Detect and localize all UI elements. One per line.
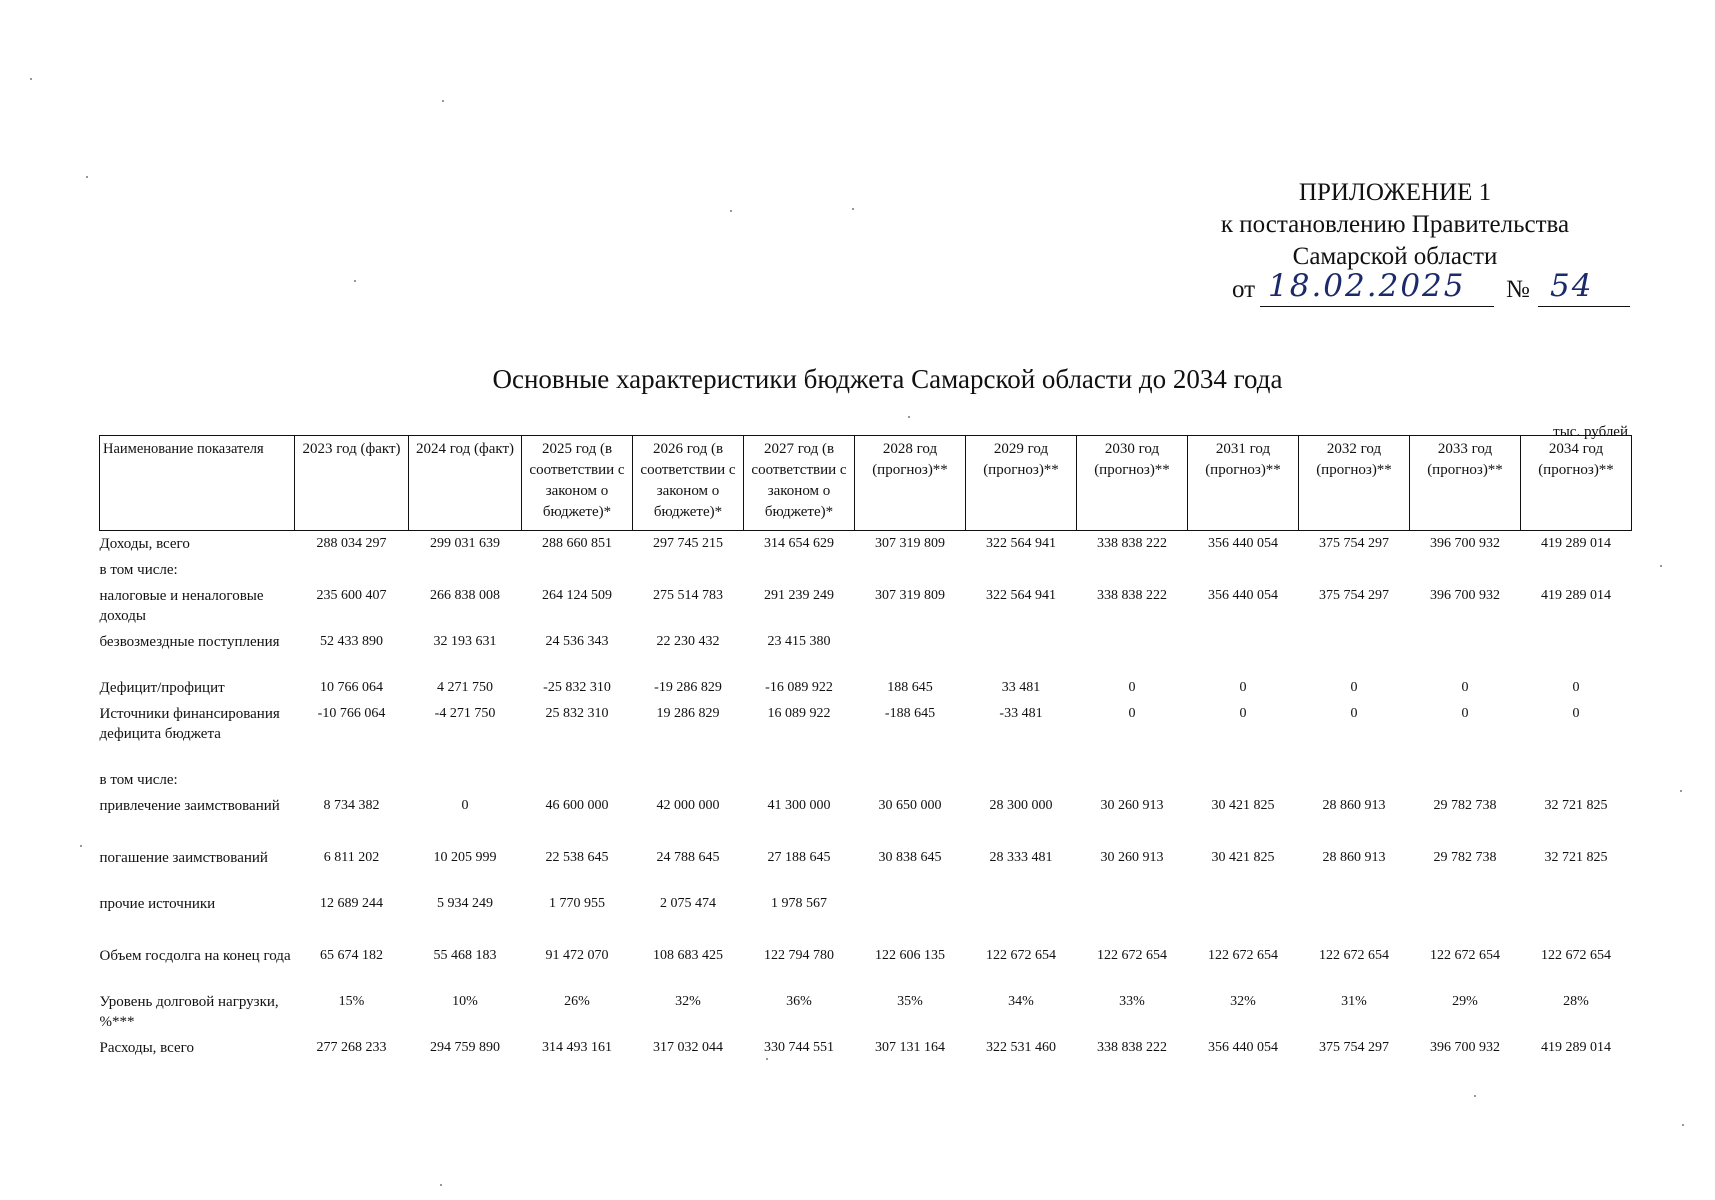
table-cell: 0 (1128, 706, 1136, 721)
table-cell: 264 124 509 (542, 588, 612, 603)
table-cell: 419 289 014 (1541, 536, 1611, 551)
table-cell: 91 472 070 (545, 948, 609, 963)
row-label: Расходы, всего (99, 1040, 194, 1056)
column-header-year: 2031 год (прогноз)** (1188, 436, 1299, 531)
table-cell: 30 650 000 (878, 798, 942, 813)
table-cell (966, 629, 1077, 675)
table-cell (744, 557, 855, 583)
table-cell: 36% (786, 994, 812, 1009)
table-cell: 356 440 054 (1208, 536, 1278, 551)
scan-speck (852, 208, 854, 210)
table-cell (633, 557, 744, 583)
table-cell: 28 860 913 (1322, 850, 1386, 865)
table-cell: 307 131 164 (875, 1040, 945, 1055)
table-cell (966, 557, 1077, 583)
table-cell: 375 754 297 (1319, 588, 1389, 603)
scan-speck (354, 280, 356, 282)
table-cell (633, 767, 744, 793)
row-label: налоговые и неналоговые доходы (99, 588, 264, 624)
table-cell: 188 645 (887, 680, 933, 695)
table-cell: 41 300 000 (767, 798, 831, 813)
table-cell (1410, 767, 1521, 793)
table-cell (966, 767, 1077, 793)
table-row (100, 767, 1632, 793)
table-cell: 32 193 631 (433, 634, 497, 649)
table-cell: 0 (1128, 680, 1136, 695)
row-label: Объем госдолга на конец года (99, 948, 291, 964)
budget-table (99, 435, 1632, 1081)
table-cell: 24 536 343 (545, 634, 609, 649)
annex-title: ПРИЛОЖЕНИЕ 1 (1298, 179, 1492, 206)
table-cell: 31% (1341, 994, 1367, 1009)
table-cell: 30 838 645 (878, 850, 942, 865)
scan-speck (86, 176, 88, 178)
column-header-year: 2033 год (прогноз)** (1410, 436, 1521, 531)
table-row (100, 675, 1632, 701)
table-cell (1188, 557, 1299, 583)
scan-speck (30, 78, 32, 80)
table-cell: 30 421 825 (1211, 850, 1275, 865)
table-cell: 23 415 380 (767, 634, 831, 649)
table-cell: 322 531 460 (986, 1040, 1056, 1055)
column-header-year: 2025 год (в соответствии с законом о бюджете)* (522, 436, 633, 531)
table-row (100, 583, 1632, 629)
table-cell: 0 (1350, 706, 1358, 721)
table-cell: 322 564 941 (986, 588, 1056, 603)
table-cell: 307 319 809 (875, 588, 945, 603)
table-row (100, 793, 1632, 845)
table-cell: 122 672 654 (1097, 948, 1167, 963)
table-cell: 375 754 297 (1319, 1040, 1389, 1055)
table-cell (966, 891, 1077, 943)
table-cell (1077, 629, 1188, 675)
table-cell: 28% (1563, 994, 1589, 1009)
table-cell: 396 700 932 (1430, 1040, 1500, 1055)
number-underline (1538, 306, 1630, 307)
table-cell (1299, 629, 1410, 675)
row-label: в том числе: (99, 772, 178, 788)
table-cell: -19 286 829 (654, 680, 722, 695)
table-cell: 356 440 054 (1208, 1040, 1278, 1055)
header-row (100, 436, 1632, 531)
table-cell: 0 (1572, 706, 1580, 721)
row-label: привлечение заимствований (99, 798, 280, 814)
table-cell: 314 654 629 (764, 536, 834, 551)
table-cell: 16 089 922 (767, 706, 831, 721)
table-cell: 294 759 890 (430, 1040, 500, 1055)
column-header-year: 2023 год (факт) (295, 436, 409, 531)
table-cell (409, 767, 522, 793)
table-cell (1410, 629, 1521, 675)
table-cell: 396 700 932 (1430, 536, 1500, 551)
table-cell: 32% (1230, 994, 1256, 1009)
table-row (100, 629, 1632, 675)
table-cell: 266 838 008 (430, 588, 500, 603)
units-label: тыс. рублей (1553, 424, 1628, 440)
table-cell (1521, 891, 1632, 943)
table-cell: 4 271 750 (437, 680, 493, 695)
table-cell (855, 891, 966, 943)
table-cell (1077, 891, 1188, 943)
table-cell: -16 089 922 (765, 680, 833, 695)
table-cell: 10% (452, 994, 478, 1009)
table-cell: 108 683 425 (653, 948, 723, 963)
table-cell: 297 745 215 (653, 536, 723, 551)
table-body (100, 531, 1632, 1082)
table-row (100, 989, 1632, 1035)
table-cell (1188, 629, 1299, 675)
row-label: Доходы, всего (99, 536, 190, 552)
table-cell: -33 481 (999, 706, 1043, 721)
table-cell: 0 (1461, 680, 1469, 695)
table-cell: 0 (1239, 706, 1247, 721)
table-cell: 27 188 645 (767, 850, 831, 865)
table-cell: 314 493 161 (542, 1040, 612, 1055)
column-header-year: 2028 год (прогноз)** (855, 436, 966, 531)
table-cell: 28 333 481 (989, 850, 1053, 865)
table-cell: 288 034 297 (316, 536, 387, 551)
table-cell: 1 770 955 (549, 896, 605, 911)
column-header-year: 2026 год (в соответствии с законом о бюджете)* (633, 436, 744, 531)
table-cell: 2 075 474 (660, 896, 716, 911)
table-cell: 30 260 913 (1100, 850, 1164, 865)
table-cell: 34% (1008, 994, 1034, 1009)
table-cell: 338 838 222 (1097, 588, 1167, 603)
table-cell: 24 788 645 (656, 850, 720, 865)
column-header-indicator: Наименование показателя (100, 436, 295, 531)
table-cell: 28 300 000 (989, 798, 1053, 813)
table-cell: 0 (1239, 680, 1247, 695)
table-cell: 33 481 (1001, 680, 1041, 695)
table-cell (1299, 767, 1410, 793)
table-cell: 10 766 064 (320, 680, 383, 695)
table-cell: 122 672 654 (1430, 948, 1500, 963)
table-row (100, 557, 1632, 583)
table-cell: 29 782 738 (1433, 798, 1497, 813)
table-cell: 291 239 249 (764, 588, 834, 603)
table-cell: -188 645 (884, 706, 936, 721)
row-label: в том числе: (99, 562, 178, 578)
table-cell: 277 268 233 (316, 1040, 387, 1055)
table-cell: 299 031 639 (430, 536, 500, 551)
table-cell (1410, 557, 1521, 583)
table-cell (295, 767, 409, 793)
table-cell: 46 600 000 (545, 798, 609, 813)
table-row (100, 943, 1632, 989)
annex-header (1185, 177, 1605, 273)
table-cell: -4 271 750 (434, 706, 496, 721)
column-header-year: 2032 год (прогноз)** (1299, 436, 1410, 531)
table-cell: 0 (461, 798, 469, 813)
table-cell: 419 289 014 (1541, 1040, 1611, 1055)
table-cell: 25 832 310 (545, 706, 609, 721)
table-cell: 288 660 851 (542, 536, 612, 551)
column-header-year: 2030 год (прогноз)** (1077, 436, 1188, 531)
annex-line-1: к постановлению Правительства (1220, 211, 1570, 238)
scan-speck (1474, 1095, 1476, 1097)
row-label: Дефицит/профицит (99, 680, 225, 696)
table-cell: 10 205 999 (433, 850, 497, 865)
table-cell (1410, 891, 1521, 943)
table-cell (1521, 557, 1632, 583)
column-header-year: 2024 год (факт) (409, 436, 522, 531)
table-cell: 5 934 249 (437, 896, 493, 911)
annex-date-number (1232, 270, 1602, 310)
table-cell (1299, 891, 1410, 943)
table-cell: 375 754 297 (1319, 536, 1389, 551)
row-label: Уровень долговой нагрузки, %*** (99, 994, 279, 1030)
table-cell: 30 421 825 (1211, 798, 1275, 813)
table-cell: 330 744 551 (764, 1040, 834, 1055)
table-cell (855, 629, 966, 675)
table-cell: 32 721 825 (1544, 850, 1608, 865)
scan-speck (730, 210, 732, 212)
table-cell (855, 767, 966, 793)
table-cell: -25 832 310 (543, 680, 611, 695)
column-header-year: 2027 год (в соответствии с законом о бюджете)* (744, 436, 855, 531)
scan-speck (766, 1058, 768, 1060)
table-cell: 317 032 044 (653, 1040, 723, 1055)
table-cell: 122 794 780 (764, 948, 834, 963)
scan-speck (442, 100, 444, 102)
table-cell (1521, 629, 1632, 675)
table-cell: 338 838 222 (1097, 1040, 1167, 1055)
table-cell: 122 672 654 (1208, 948, 1278, 963)
table-cell (744, 767, 855, 793)
table-cell: 15% (338, 994, 365, 1009)
table-cell: 122 672 654 (986, 948, 1056, 963)
table-cell: 52 433 890 (320, 634, 383, 649)
row-label: безвозмездные поступления (99, 634, 280, 650)
column-header-year: 2034 год (прогноз)** (1521, 436, 1632, 531)
table-cell: 32% (675, 994, 701, 1009)
table-cell: 1 978 567 (771, 896, 827, 911)
table-cell: 235 600 407 (316, 588, 387, 603)
table-row (100, 701, 1632, 767)
table-cell: 29% (1452, 994, 1478, 1009)
table-cell: 22 230 432 (656, 634, 720, 649)
handwritten-date: 18.02.2025 (1268, 268, 1466, 304)
table-cell: 0 (1350, 680, 1358, 695)
table-cell (1188, 767, 1299, 793)
table-cell: 307 319 809 (875, 536, 945, 551)
table-cell: 122 672 654 (1541, 948, 1611, 963)
table-cell: 29 782 738 (1433, 850, 1497, 865)
table-cell: 65 674 182 (320, 948, 383, 963)
table-row (100, 891, 1632, 943)
table-cell: 35% (897, 994, 923, 1009)
scan-speck (440, 1184, 442, 1186)
table-cell: 0 (1572, 680, 1580, 695)
handwritten-number: 54 (1550, 268, 1594, 304)
table-cell: 12 689 244 (320, 896, 383, 911)
table-cell (409, 557, 522, 583)
table-cell (522, 557, 633, 583)
table-cell: 396 700 932 (1430, 588, 1500, 603)
table-cell: 26% (564, 994, 590, 1009)
table-cell: 275 514 783 (653, 588, 723, 603)
table-row (100, 1035, 1632, 1081)
table-cell: 338 838 222 (1097, 536, 1167, 551)
annex-from-label: от (1232, 276, 1256, 303)
table-cell (1299, 557, 1410, 583)
table-cell: 6 811 202 (323, 850, 380, 865)
row-label: погашение заимствований (99, 850, 268, 866)
table-cell: 30 260 913 (1100, 798, 1164, 813)
table-cell: -10 766 064 (317, 706, 386, 721)
table-cell: 8 734 382 (323, 798, 380, 813)
table-cell: 122 672 654 (1319, 948, 1389, 963)
table-cell (522, 767, 633, 793)
table-cell: 122 606 135 (875, 948, 945, 963)
table-cell (1521, 767, 1632, 793)
table-cell (1188, 891, 1299, 943)
scan-speck (80, 845, 82, 847)
table-cell: 356 440 054 (1208, 588, 1278, 603)
column-header-year: 2029 год (прогноз)** (966, 436, 1077, 531)
scan-speck (908, 416, 910, 418)
table-row (100, 845, 1632, 891)
scan-speck (1682, 1124, 1684, 1126)
document-title: Основные характеристики бюджета Самарской области до 2034 года (492, 364, 1283, 394)
table-cell: 22 538 645 (545, 850, 609, 865)
table-cell: 322 564 941 (986, 536, 1056, 551)
table-cell: 19 286 829 (656, 706, 720, 721)
table-cell: 33% (1119, 994, 1145, 1009)
table-cell: 32 721 825 (1544, 798, 1608, 813)
annex-line-2: Самарской области (1292, 243, 1498, 270)
date-underline (1260, 306, 1494, 307)
row-label: прочие источники (99, 896, 216, 912)
table-cell: 0 (1461, 706, 1469, 721)
table-cell: 419 289 014 (1541, 588, 1611, 603)
scan-speck (1680, 790, 1682, 792)
table-header (100, 436, 1632, 531)
table-row (100, 531, 1632, 558)
scan-speck (1660, 565, 1662, 567)
table-cell (855, 557, 966, 583)
table-cell: 28 860 913 (1322, 798, 1386, 813)
row-label: Источники финансирования дефицита бюджета (99, 706, 280, 742)
table-cell: 55 468 183 (433, 948, 497, 963)
table-cell (1077, 767, 1188, 793)
annex-number-label: № (1506, 276, 1530, 303)
table-cell (295, 557, 409, 583)
table-cell (1077, 557, 1188, 583)
table-cell: 42 000 000 (656, 798, 720, 813)
